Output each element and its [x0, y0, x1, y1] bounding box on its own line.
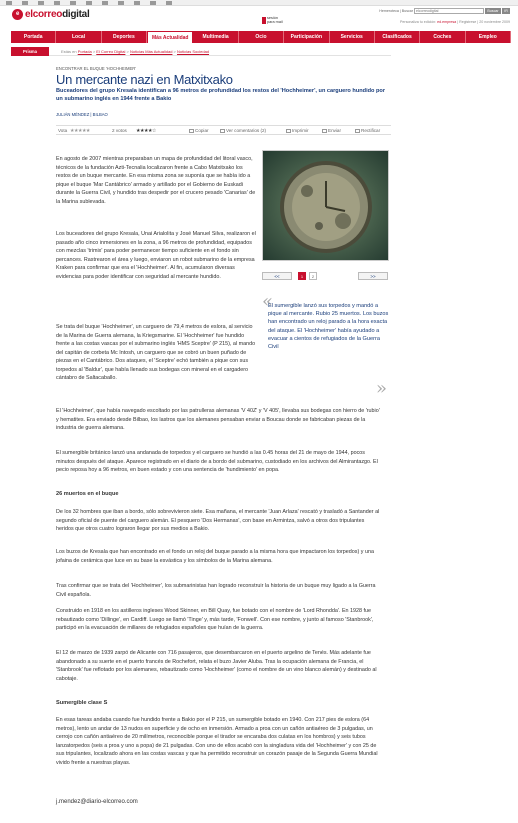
personalize-label: Personaliza tu edición:: [400, 20, 437, 24]
article-subtitle: Buceadores del grupo Kresala identifican a 96 metros de profundidad los restos del 'Hochheimer', un carguero hundido por un submarino inglés en 1944 frente a Bakio: [56, 88, 386, 102]
article-toolbar: [56, 125, 391, 135]
photo-page-2[interactable]: 2: [309, 272, 317, 280]
go-button[interactable]: IR: [502, 8, 510, 14]
rectify-link[interactable]: [355, 128, 380, 133]
photo-page-1[interactable]: 1: [298, 272, 306, 280]
article-kicker: ENCONTRAR EL BUQUE 'HOCHHEIMER': [56, 66, 137, 71]
votes-count: 2 votos: [112, 128, 127, 133]
header-search: [379, 8, 510, 14]
pull-quote: El sumergible lanzó sus torpedos y mandó a pique al mercante. Rubio 25 muertos. Los buzos han encontrado un reloj parado a la hora exacta del ataque. El 'Hochheimer' había ayudado a evacuar a cientos de refugiados de la Guerra Civil: [268, 303, 389, 351]
comment-icon: [220, 129, 225, 133]
nav-deportes[interactable]: Deportes: [102, 31, 147, 43]
paragraph-9: Construido en 1918 en los astilleros ingleses Wood Skinner, en Bill Quay, fue botado con el nombre de 'Lord Rhondda'. En 1928 fue rebautizado como 'Dillinge', en Cardiff. Luego se llamó 'Tinge' y, más tarde, 'Fonwell'. Con ese nombre, y junto al famoso 'Stanbrook', participó en la evacuación de millares de refugiados españoles que huían de la guerra.: [56, 608, 374, 631]
copy-label: Copiar: [195, 128, 209, 133]
paragraph-2: Los buceadores del grupo Kresala, Unai Arialolita y José Manuel Silva, realizaron el pasado año cinco inmersiones en la zona, a 96 metros de profundidad, equipados con mezclas 'trimix' para poder permanecer tiempo suficiente en el fondo sin percances. Rastrearon el área y luego, enviaron un robot submarino de la empresa Kraken para confirmar que era el 'Hochheimer'. Al fin, acumularon diversas evidencias para poder identificar con seguridad al mercante hundido.: [56, 231, 256, 280]
article-author: JULIÁN MÉNDEZ | BILBAO: [56, 112, 108, 117]
nav-clasificados[interactable]: Clasificados: [375, 31, 420, 43]
crumb-portada[interactable]: Portada: [77, 49, 92, 54]
register-link[interactable]: Registrese: [459, 20, 477, 24]
personalize-bar: Personaliza tu edición: ed.empresa | Registrese | 20 noviembre 2009: [400, 20, 510, 24]
paragraph-3: Se trata del buque 'Hochheimer', un carguero de 79,4 metros de eslora, al servicio de la Marina de Guerra alemana, la Kriegsmarine. El 'Hochheimer' fue hundido frente a las costas vascas por el submarino inglés 'HMS Sceptre' (P 215), al mando del capitán de corbeta Mc Intosh, un carguero que se cobró un buen puñado de piezas en el Cantábrico. Dos ataques, el 'Sceptre' echó también a pique con sus torpedos al 'Baldur', que había llenado sus bodegas con mineral en el cargadero cántabro de Saltacaballo.: [56, 324, 256, 381]
paragraph-7: Los buzos de Kresala que han encontrado en el fondo un reloj del buque parado a la misma hora que impactaron los torpedos) y una jofaina de cerámica que luce en su base la esvástica y los símbolos de la Marina alemana.: [56, 549, 374, 564]
mail-icon: [322, 129, 327, 133]
author-email[interactable]: j.mendez@diario-elcorreo.com: [56, 799, 138, 805]
crumb-elcorreo[interactable]: El Correo Digital: [96, 49, 126, 54]
article-title: Un mercante nazi en Matxitxako: [56, 72, 233, 87]
nav-servicios[interactable]: Servicios: [330, 31, 375, 43]
next-photo-button[interactable]: >>: [358, 272, 388, 280]
search-input[interactable]: [414, 8, 484, 14]
nav-ocio[interactable]: Ocio: [239, 31, 284, 43]
heading-sumergible: Sumergible clase S: [56, 700, 108, 706]
search-button[interactable]: Buscar: [485, 8, 501, 14]
print-icon: [286, 129, 291, 133]
main-nav: [11, 31, 511, 43]
breadcrumb: Estás en Portada > El Correo Digital > Noticias Más Actualidad > Noticias Sociedad: [61, 49, 210, 54]
logo-mark: e: [12, 9, 23, 20]
nav-coches[interactable]: Coches: [420, 31, 465, 43]
date-text: 20 noviembre 2009: [479, 20, 510, 24]
nav-local[interactable]: Local: [56, 31, 101, 43]
vote-stars[interactable]: ★★★★★: [70, 128, 90, 134]
rectify-label: Rectificar: [361, 128, 381, 133]
breadcrumb-prefix: Estás en: [61, 49, 77, 54]
session-line1: sesión: [267, 16, 278, 20]
site-logo[interactable]: [12, 9, 89, 20]
paragraph-1: En agosto de 2007 mientras preparaban un mapa de profundidad del litoral vasco, técnicos de la fundación Azti-Tecnalia localizaron frente a Cabo Matxitxako los restos de un buque mercante. En esa misma zona se suponía que se había ido a pique el buque 'Mar Cantábrico' armado y artillado por el Gobierno de Euskadi durante la Guerra Civil, y hundido tras despedir por el crucero pesado 'Canarias' de la Marina sublevada.: [56, 156, 256, 205]
paragraph-11: En esas tareas andaba cuando fue hundido frente a Bakio por el P 215, un sumergible botado en 1940. Con 217 pies de eslora (64 metros), lento un andar de 13 nudos en superficie y de ocho en inmersión. Armado a proa con un cañón antiaéreo de 3 pulgadas, un cerrojo con cañón antiaéreo de 20 milímetros, reconocible porque el tirador se encaraba dos culatas en los hombros) y seis tubos lanzatorpedos (seis a proa y uno a popa) de 21 pulgadas. Con uno de ellos acabó con la singladura vida del 'Hochheimer' y con 25 de sus tripulantes, localizado ahora en las costas vascas y que ha permitido reconstruir un corazón pasaje de la Segunda Guerra Mundial vivido frente a nuestras playas.: [56, 717, 378, 766]
region-link[interactable]: ed.empresa: [437, 20, 457, 24]
paragraph-8: Tras confirmar que se trata del 'Hochheimer', los submarinistas han logrado reconstruir la historia de un buque muy ligado a la Guerra Civil española.: [56, 583, 376, 598]
paragraph-6: De los 32 hombres que iban a bordo, sólo sobrevivieron siete. Esa mañana, el mercante 'Juan Arlaza' rescató y trasladó a Santander al segundo oficial de puente del carguero alemán. El pesquero 'Dos Hermanas', con base en Armintza, salvó a otros dos tripulantes heridos que otros cuatro lograron llegar por sus medios a Bakio.: [56, 509, 380, 532]
paragraph-5: El sumergible británico lanzó una andanada de torpedos y el carguero se hundió a las 0.45 horas del 21 de mayo de 1944, pocos minutos después del ataque. Aparece registrado en el diario de a bordo del submarino, custodiado en los archivos del Almirantazgo. El pecio reposa hoy a 96 metros, en buen estado y con una sentencia de 'hundimiento' en popa.: [56, 450, 378, 473]
vote-label: Vota: [58, 128, 68, 133]
article-photo[interactable]: [262, 150, 389, 261]
prev-photo-button[interactable]: <<: [262, 272, 292, 280]
session-line2: para mail: [267, 20, 283, 24]
logo-prefix: elcorreo: [25, 9, 63, 21]
browser-strip: [0, 0, 518, 6]
nav-mas-actualidad[interactable]: Más Actualidad: [147, 31, 193, 43]
photo-pager: [262, 270, 389, 282]
print-link[interactable]: [286, 128, 309, 133]
nav-empleo[interactable]: Empleo: [466, 31, 511, 43]
copy-link[interactable]: [189, 128, 209, 133]
session-icon: [262, 17, 266, 24]
comments-link[interactable]: [220, 128, 266, 133]
nav-multimedia[interactable]: Multimedia: [193, 31, 238, 43]
send-link[interactable]: [322, 128, 341, 133]
heading-muertos: 26 muertos en el buque: [56, 491, 119, 497]
copy-icon: [189, 129, 194, 133]
print-label: Imprimir: [292, 128, 309, 133]
rating-stars: ★★★★☆: [136, 128, 156, 134]
subnav-tab[interactable]: Prisma: [11, 47, 49, 56]
logo-suffix: digital: [62, 9, 90, 21]
edit-icon: [355, 129, 360, 133]
quote-close-icon: »: [376, 378, 388, 399]
nav-portada[interactable]: Portada: [11, 31, 56, 43]
paragraph-4: El 'Hochheimer', que había navegado escoltado por las patrulleras alemanas 'V 40Z' y 'V 405', llevaba sus bodegas con hierro de 'rubio' y hematites. Era enviado desde Bilbao, los lastros que los alemanes pensaban enviar a Boucau donde se fabricaban piezas de la industria de guerra alemana.: [56, 408, 380, 431]
paragraph-10: El 12 de marzo de 1939 zarpó de Alicante con 716 pasajeros, que desembarcaron en el puerto argelino de Tenés. Más adelante fue abandonado a su suerte en el puerto francés de Rochefort, relata el buzo Javier Aluba. Tras la ocupación alemana de Francia, el 'Stanbrook' fue reflotado por los alemanes, rebautizado como 'Hochheimer' (como el nombre de un vino blanco alemán) y destinado al cabotaje.: [56, 650, 377, 682]
send-label: Enviar: [328, 128, 342, 133]
header-links[interactable]: Hemeroteca | Buscar: [379, 8, 413, 13]
nav-participacion[interactable]: Participación: [284, 31, 329, 43]
quote-open-icon: «: [262, 291, 274, 312]
crumb-mas-actualidad[interactable]: Noticias Más Actualidad: [129, 49, 173, 54]
photo-graphic: [263, 151, 389, 261]
sub-nav: [11, 47, 391, 56]
comments-label: Ver comentarios (2): [226, 128, 267, 133]
session-link[interactable]: [262, 16, 283, 24]
crumb-sociedad[interactable]: Noticias Sociedad: [177, 49, 210, 54]
